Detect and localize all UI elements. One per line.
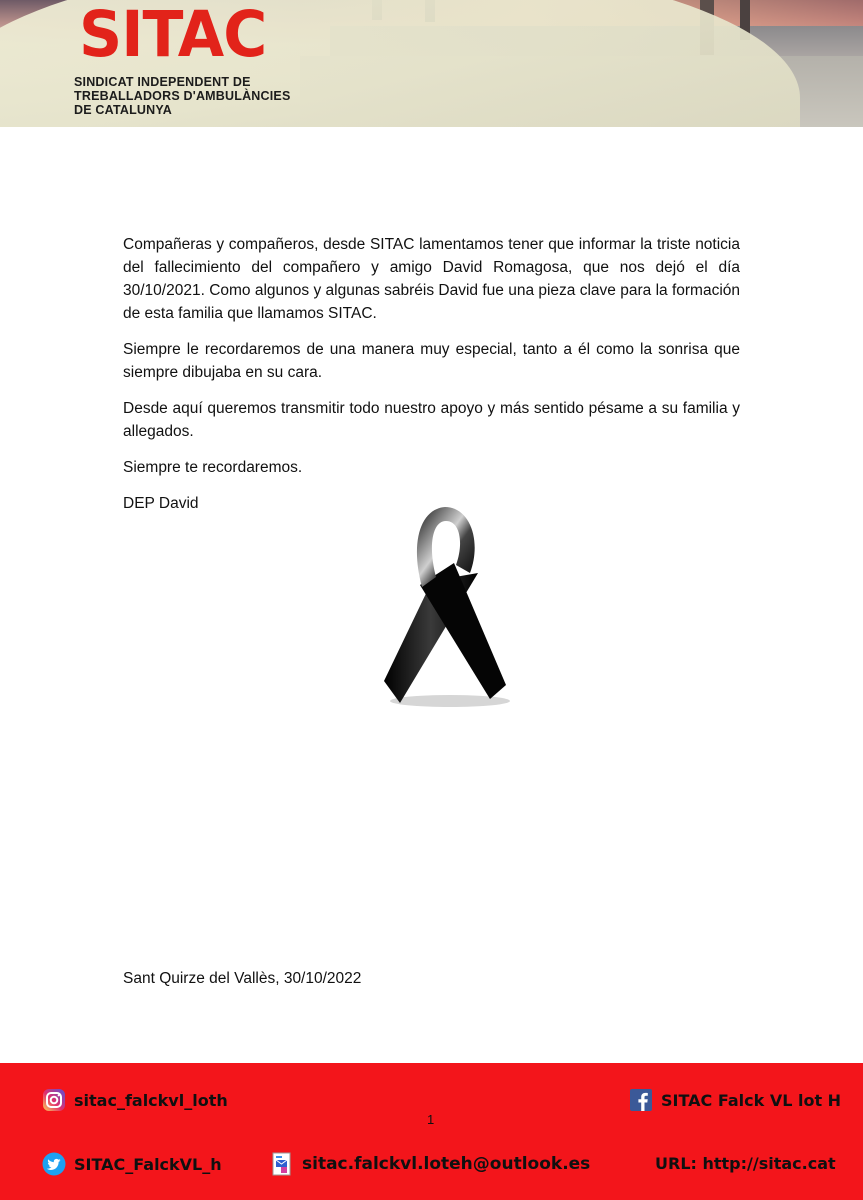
place-and-date: Sant Quirze del Vallès, 30/10/2022 <box>123 970 362 987</box>
email-icon <box>270 1152 294 1176</box>
header-banner <box>0 0 863 127</box>
union-name <box>74 75 334 117</box>
paragraph: Siempre te recordaremos. <box>123 459 303 476</box>
union-name-line: DE CATALUNYA <box>74 103 173 117</box>
letter-body <box>123 233 740 528</box>
page-number: 1 <box>427 1112 435 1127</box>
twitter-handle: SITAC_FalckVL_h <box>74 1154 222 1174</box>
union-name-line: SINDICAT INDEPENDENT DE <box>74 75 251 89</box>
email-address: sitac.falckvl.loteh@outlook.es <box>302 1154 591 1174</box>
paragraph: Compañeras y compañeros, desde SITAC lamentamos tener que informar la triste noticia del fallecimiento del compañero y amigo David Romagosa, que nos dejó el día 30/10/2021. Como algunos y algunas sabréis David fue una pieza clave para la formación de esta familia que llamamos SITAC. <box>123 236 740 322</box>
facebook-page-name: SITAC Falck VL lot H <box>661 1090 842 1110</box>
footer-bar <box>0 1063 863 1200</box>
twitter-icon <box>42 1152 66 1176</box>
instagram-link[interactable] <box>42 1088 228 1112</box>
twitter-link[interactable] <box>42 1152 222 1176</box>
black-mourning-ribbon-icon <box>370 503 520 718</box>
email-link[interactable] <box>270 1152 590 1176</box>
union-name-line: TREBALLADORS D'AMBULÀNCIES <box>74 89 291 103</box>
instagram-icon <box>42 1088 66 1112</box>
paragraph: Desde aquí queremos transmitir todo nuestro apoyo y más sentido pésame a su familia y allegados. <box>123 400 740 440</box>
sitac-logo: SITAC <box>79 0 267 72</box>
website-url: URL: http://sitac.cat <box>655 1154 836 1173</box>
paragraph: Siempre le recordaremos de una manera muy especial, tanto a él como la sonrisa que siempre dibujaba en su cara. <box>123 341 740 381</box>
paragraph: DEP David <box>123 495 199 512</box>
instagram-handle: sitac_falckvl_loth <box>74 1090 228 1110</box>
website-link[interactable] <box>655 1154 836 1173</box>
facebook-icon <box>629 1088 653 1112</box>
facebook-link[interactable] <box>629 1088 841 1112</box>
